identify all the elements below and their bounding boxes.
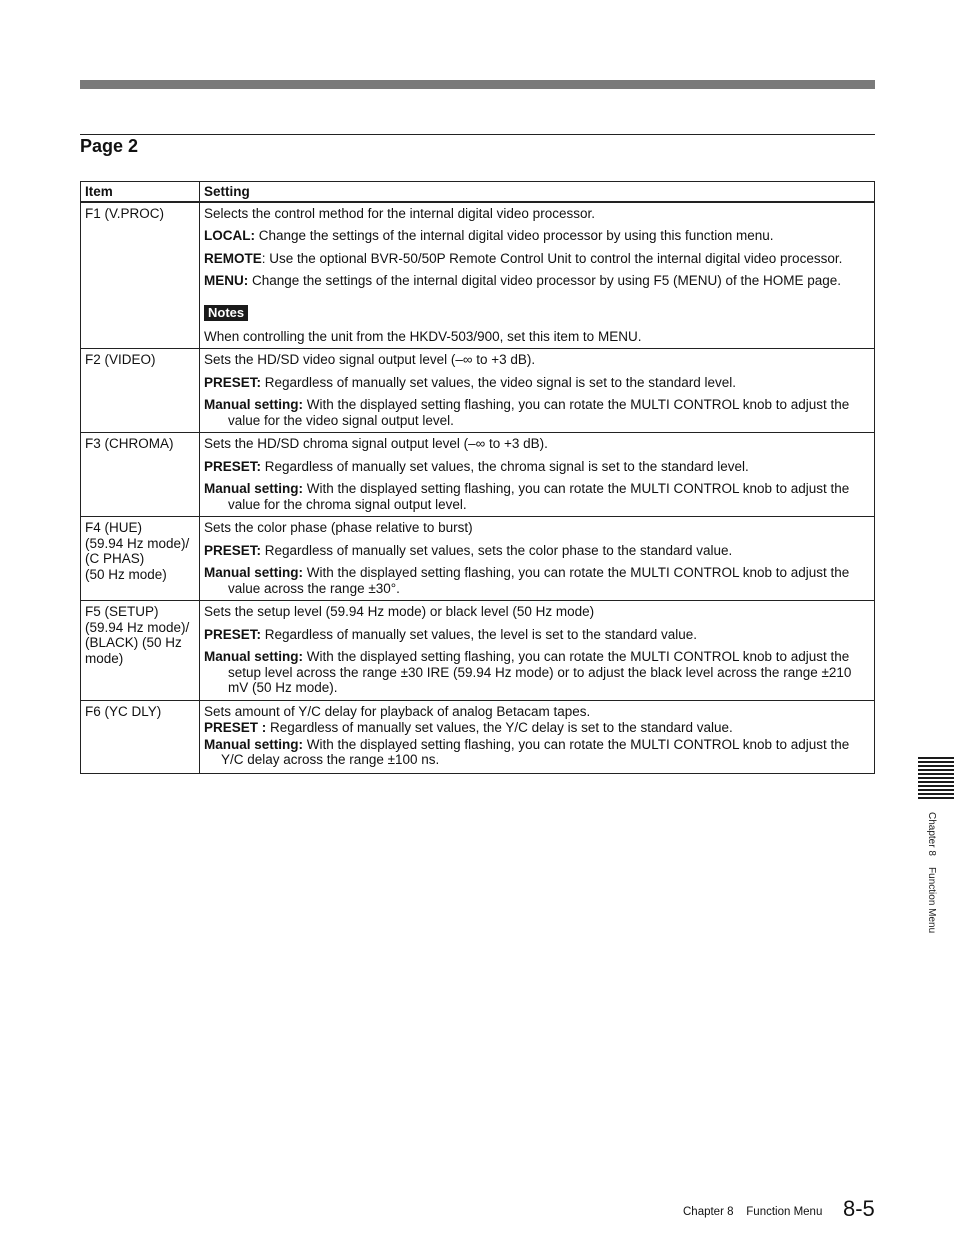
option-key: PRESET:	[204, 542, 262, 558]
item-cell: F2 (VIDEO)	[81, 349, 200, 433]
chapter-tab-marker	[918, 757, 954, 800]
item-cell: F4 (HUE) (59.94 Hz mode)/ (C PHAS) (50 Hz mode)	[81, 517, 200, 601]
option-key: Manual setting:	[204, 481, 304, 496]
option-key: Manual setting:	[204, 736, 304, 752]
footer-chapter-title: Chapter 8 Function Menu	[683, 1206, 823, 1218]
option-key: MENU:	[204, 273, 249, 288]
column-header-setting: Setting	[200, 182, 875, 202]
setting-cell	[200, 202, 875, 349]
option-text: Regardless of manually set values, the Y/C delay is set to the standard value.	[266, 720, 733, 735]
option-key: Manual setting:	[204, 397, 304, 412]
setting-option	[204, 375, 870, 391]
setting-option	[204, 565, 870, 596]
option-text: With the displayed setting flashing, you can rotate the MULTI CONTROL knob to adjust the value for the video signal output level.	[228, 397, 850, 428]
setting-option	[204, 251, 870, 267]
setting-description: Selects the control method for the internal digital video processor.	[204, 205, 595, 221]
header-bar	[80, 80, 875, 89]
item-cell: F5 (SETUP) (59.94 Hz mode)/ (BLACK) (50 Hz mode)	[81, 601, 200, 701]
setting-option	[204, 720, 870, 736]
option-text: Regardless of manually set values, the level is set to the standard value.	[261, 626, 698, 642]
table-row-f1	[81, 202, 875, 349]
setting-cell	[200, 700, 875, 773]
chapter-side-label: Chapter 8 Function Menu	[926, 812, 937, 934]
option-key: Manual setting:	[204, 649, 304, 664]
option-key: PRESET:	[204, 458, 262, 474]
item-cell: F1 (V.PROC)	[81, 202, 200, 349]
option-key: REMOTE	[204, 250, 262, 266]
option-text: With the displayed setting flashing, you can rotate the MULTI CONTROL knob to adjust the Y/C delay across the range ±100 ns.	[221, 736, 850, 767]
option-text: Change the settings of the internal digital video processor by using F5 (MENU) of the HOME page.	[248, 273, 842, 288]
option-text: : Use the optional BVR-50/50P Remote Control Unit to control the internal digital video processor.	[261, 250, 843, 266]
setting-option	[204, 649, 870, 696]
setting-option	[204, 459, 870, 475]
option-text: Regardless of manually set values, sets the color phase to the standard value.	[261, 542, 733, 558]
page-number: 8-5	[843, 1196, 875, 1221]
option-key: PRESET:	[204, 626, 262, 642]
setting-option	[204, 273, 870, 289]
setting-cell	[200, 601, 875, 701]
setting-cell	[200, 517, 875, 601]
setting-option	[204, 543, 870, 559]
function-table	[80, 181, 875, 774]
setting-description: Sets amount of Y/C delay for playback of analog Betacam tapes.	[204, 703, 591, 719]
setting-option	[204, 737, 870, 768]
option-text: With the displayed setting flashing, you can rotate the MULTI CONTROL knob to adjust the setup level across the range ±30 IRE (59.94 Hz mode) or to adjust the black level across the range ±210 mV (50 Hz mode).	[228, 649, 852, 695]
setting-option	[204, 397, 870, 428]
notes-badge: Notes	[204, 305, 248, 321]
setting-description: Sets the HD/SD video signal output level (–∞ to +3 dB).	[204, 352, 536, 367]
option-text: With the displayed setting flashing, you can rotate the MULTI CONTROL knob to adjust the value across the range ±30°.	[228, 565, 850, 596]
option-key: PRESET :	[204, 720, 267, 735]
option-key: Manual setting:	[204, 565, 304, 580]
setting-description: Sets the HD/SD chroma signal output level (–∞ to +3 dB).	[204, 436, 548, 451]
column-header-item: Item	[81, 182, 200, 202]
page-heading: Page 2	[80, 136, 139, 156]
setting-option	[204, 627, 870, 643]
setting-description: Sets the setup level (59.94 Hz mode) or black level (50 Hz mode)	[204, 604, 595, 619]
setting-cell	[200, 349, 875, 433]
table-header-row	[81, 182, 875, 202]
heading-rule	[80, 134, 875, 135]
option-text: With the displayed setting flashing, you can rotate the MULTI CONTROL knob to adjust the value for the chroma signal output level.	[228, 481, 850, 512]
table-row-f3	[81, 433, 875, 517]
item-cell: F3 (CHROMA)	[81, 433, 200, 517]
table-row-f6	[81, 700, 875, 773]
item-cell: F6 (YC DLY)	[81, 700, 200, 773]
notes-text: When controlling the unit from the HKDV-503/900, set this item to MENU.	[204, 328, 642, 344]
notes-block	[204, 305, 870, 321]
option-key: PRESET:	[204, 374, 262, 390]
table-row-f4	[81, 517, 875, 601]
option-text: Regardless of manually set values, the chroma signal is set to the standard level.	[261, 458, 749, 474]
option-key: LOCAL:	[204, 228, 255, 243]
setting-option	[204, 481, 870, 512]
option-text: Change the settings of the internal digital video processor by using this function menu.	[255, 228, 774, 243]
setting-description: Sets the color phase (phase relative to burst)	[204, 520, 473, 535]
table-row-f5	[81, 601, 875, 701]
setting-cell	[200, 433, 875, 517]
table-row-f2	[81, 349, 875, 433]
setting-option	[204, 228, 870, 244]
option-text: Regardless of manually set values, the video signal is set to the standard level.	[261, 374, 737, 390]
